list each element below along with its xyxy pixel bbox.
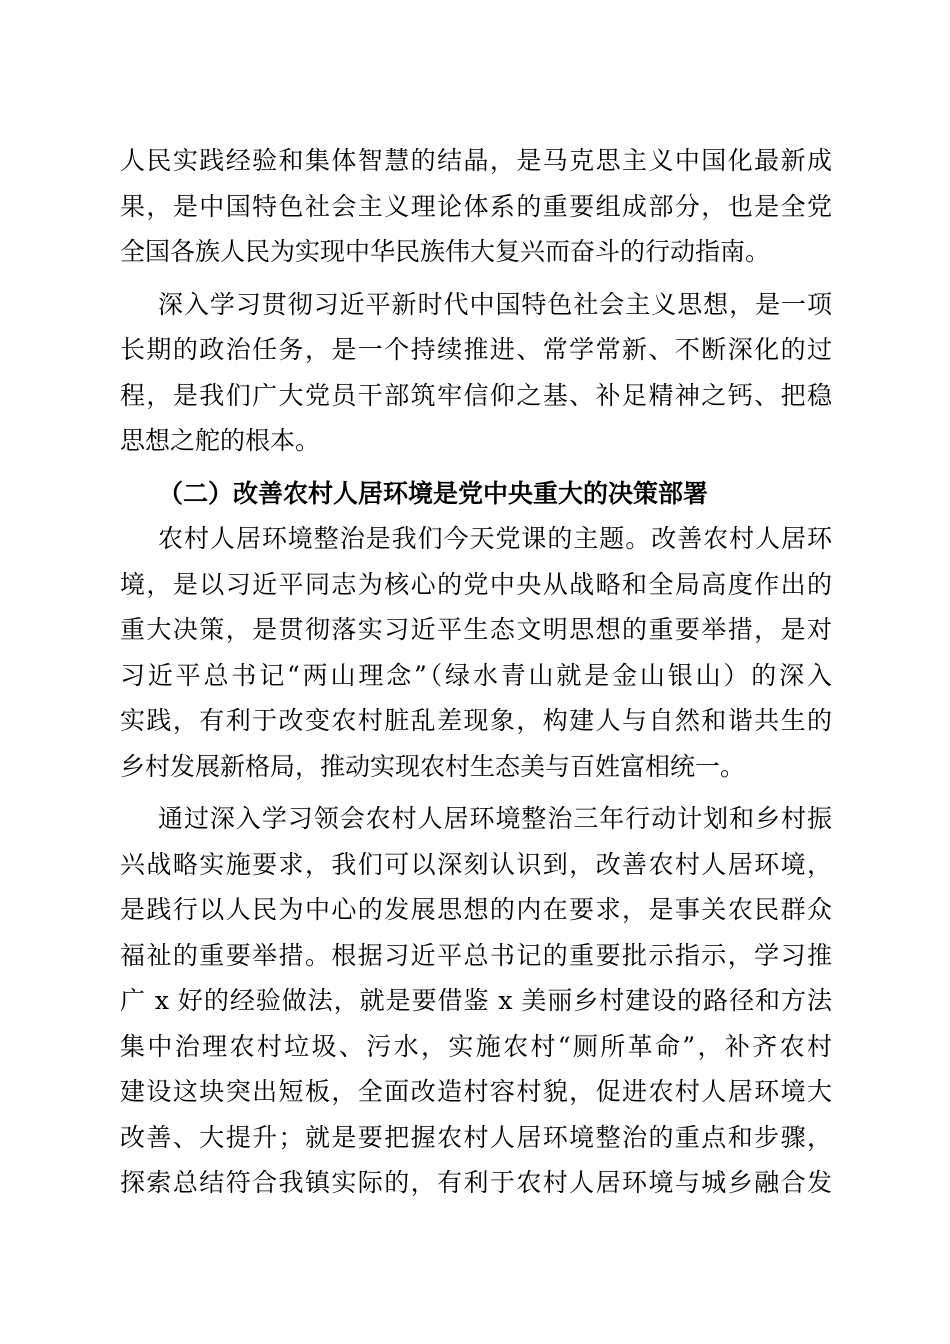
paragraph-line: 习近平总书记“两山理念”（绿水青山就是金山银山）的深入 [120, 660, 832, 690]
paragraph-line: 农村人居环境整治是我们今天党课的主题。改善农村人居环 [158, 524, 832, 553]
paragraph-line: 福祉的重要举措。根据习近平总书记的重要批示指示，学习推 [120, 940, 832, 970]
paragraph-line: 思想之舵的根本。 [120, 426, 321, 455]
paragraph-4 [120, 796, 832, 1206]
section-heading: （二）改善农村人居环境是党中央重大的决策部署 [158, 478, 709, 508]
paragraph-line: 实践，有利于改变农村脏乱差现象，构建人与自然和谐共生的 [120, 706, 832, 735]
paragraph-line: 探索总结符合我镇实际的，有利于农村人居环境与城乡融合发 [120, 1168, 832, 1197]
document-body [120, 138, 832, 1206]
paragraph-1 [120, 138, 832, 275]
paragraph-line: 果，是中国特色社会主义理论体系的重要组成部分，也是全党 [120, 191, 832, 221]
paragraph-3 [120, 516, 832, 789]
paragraph-line: 乡村发展新格局，推动实现农村生态美与百姓富相统一。 [120, 751, 746, 781]
paragraph-2 [120, 282, 832, 464]
paragraph-line: 重大决策，是贯彻落实习近平生态文明思想的重要举措，是对 [120, 615, 832, 644]
paragraph-line: 改善、大提升；就是要把握农村人居环境整治的重点和步骤， [120, 1122, 832, 1152]
paragraph-line: 广 x 好的经验做法，就是要借鉴 x 美丽乡村建设的路径和方法 [120, 986, 832, 1015]
paragraph-line: 程，是我们广大党员干部筑牢信仰之基、补足精神之钙、把稳 [120, 380, 832, 410]
paragraph-line: 是践行以人民为中心的发展思想的内在要求，是事关农民群众 [120, 895, 832, 924]
paragraph-line: 深入学习贯彻习近平新时代中国特色社会主义思想，是一项 [158, 289, 832, 319]
paragraph-line: 兴战略实施要求，我们可以深刻认识到，改善农村人居环境， [120, 849, 832, 879]
paragraph-line: 境，是以习近平同志为核心的党中央从战略和全局高度作出的 [120, 569, 832, 599]
paragraph-line: 集中治理农村垃圾、污水，实施农村“厕所革命”，补齐农村 [120, 1031, 832, 1061]
paragraph-line: 通过深入学习领会农村人居环境整治三年行动计划和乡村振 [158, 804, 832, 833]
paragraph-line: 人民实践经验和集体智慧的结晶，是马克思主义中国化最新成 [120, 146, 832, 175]
paragraph-line: 建设这块突出短板，全面改造村容村貌，促进农村人居环境大 [120, 1077, 832, 1106]
paragraph-line: 长期的政治任务，是一个持续推进、常学常新、不断深化的过 [120, 335, 832, 364]
paragraph-line: 全国各族人民为实现中华民族伟大复兴而奋斗的行动指南。 [120, 237, 771, 266]
